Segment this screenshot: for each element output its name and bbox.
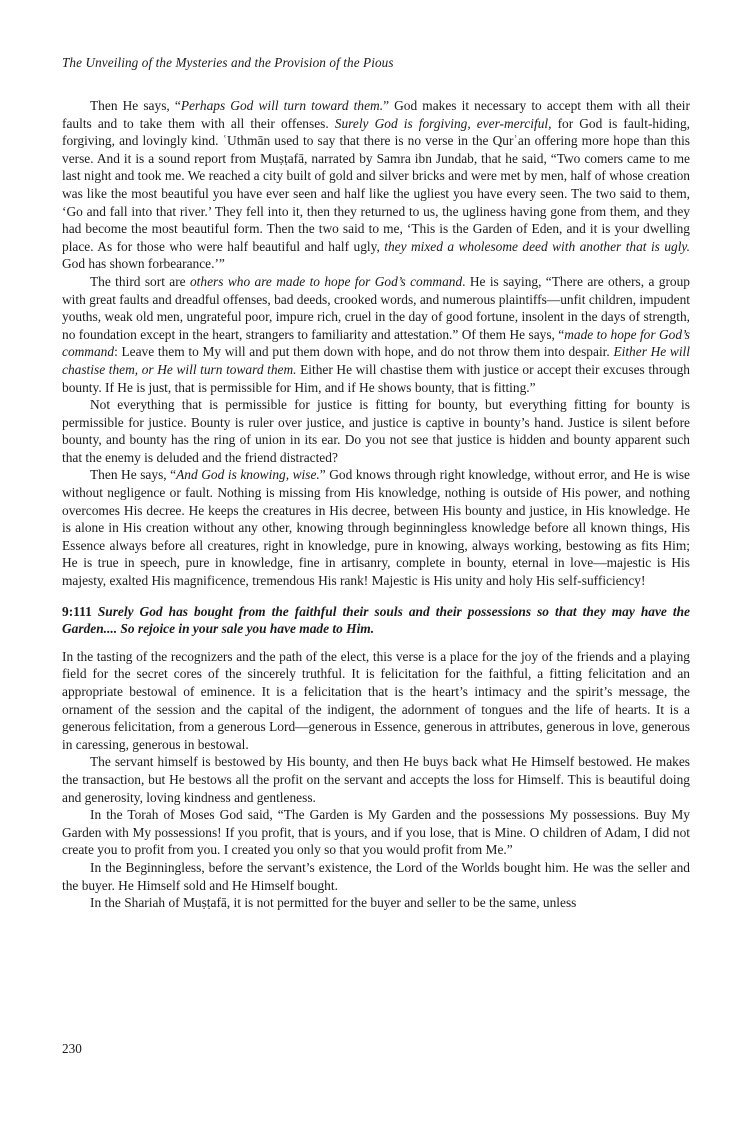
running-header: The Unveiling of the Mysteries and the Provision of the Pious	[62, 55, 394, 70]
text-segment: Either He will chastise them with justice or accept their excuses through bounty. If He is just, that is permissible for Him, and if He shows bounty, that is fitting.”	[62, 361, 690, 395]
body-paragraph	[62, 396, 690, 466]
text-segment: In the tasting of the recognizers and the path of the elect, this verse is a place for the joy of the friends and a playing field for the secret cores of the sincerely truthful. It is felicitation for the faithful, a fitting felicitation and an appropriate bestowal of eminence. It is a felicitation that is the heart’s intimacy and the spirit’s message, the ornament of the session and the capital of the indigent, the adornment of tongues and the life of hearts. It is a generous felicitation, from a generous Lord—generous in Essence, generous in attributes, generous in love, generous in caressing, generous in bestowal.	[62, 648, 690, 752]
body-paragraph	[62, 466, 690, 589]
text-segment: : Leave them to My will and put them down with hope, and do not throw them into despair.	[114, 344, 614, 360]
text-segment: In the Torah of Moses God said, “The Garden is My Garden and the possessions My possessions. Buy My Garden with My possessions! If you profit, that is yours, and if you lose, that is Mine. O children of Adam, I did not create you to profit from you. I created you only so that you would profit from Me.”	[62, 807, 690, 858]
page-number: 230	[62, 1041, 82, 1056]
verse-heading	[62, 603, 690, 638]
text-segment: others who are made to hope for God’s command	[189, 273, 463, 289]
text-segment: Perhaps God will turn toward them.	[180, 98, 384, 113]
text-segment: 9:111	[62, 603, 98, 619]
text-segment: God has shown forbearance.’”	[62, 256, 225, 272]
text-segment: The servant himself is bestowed by His bounty, and then He buys back what He Himself bestowed. He makes the transaction, but He bestows all the profit on the servant and accepts the loss for Himself. This is beautiful doing and generosity, loving kindness and gentleness.	[62, 754, 690, 805]
body-paragraph	[62, 894, 690, 912]
text-segment: And God is knowing, wise.	[176, 467, 320, 483]
text-segment: for God is fault-hiding, forgiving, and lovingly kind. ʿUthmān used to say that there is no verse in the Qurʾan offering more hope than this verse. And it is a sound report from Muṣṭafā, narrated by Samra ibn Jundab, that he said, “Two comers came to me last night and took me. We reached a city built of gold and silver bricks and were met by men, half of whose creation was like the most beautiful you have ever seen and half like the ugliest you have every seen. The two said to them, ‘Go and fall into that river.’ They fell into it, then they returned to us, the ugliness having gone from them, and they had become the most beautiful form. Then the two said to me, ‘This is the Garden of Eden, and it is your dwelling place. As for those who were half beautiful and half ugly,	[62, 115, 690, 254]
text-segment: made to hope for God’s command	[62, 326, 690, 360]
body-paragraph	[62, 806, 690, 859]
text-segment: they mixed a wholesome deed with another that is ugly.	[384, 238, 690, 254]
text-segment: Then He says, “	[90, 98, 181, 113]
body-paragraph	[62, 753, 690, 806]
text-segment: ” God knows through right knowledge, without error, and He is wise without negligence or fault. Nothing is missing from His knowledge, nothing is outside of His power, and nothing overcomes His decree. He keeps the creatures in His decree, between His bounty and justice, in His knowledge. He is alone in His creation without any other, knowing through beginningless knowledge before all known things, His Essence always before all creatures, right in knowledge, pure in knowing, always working, bestowing as fits Him; He is true in speech, pure in knowledge, fine in artisanry, complete in bounty, eternal in love—majestic is His majesty, exalted His magnificence, tremendous His rank! Majestic is His unity and holy His self-sufficiency!	[62, 467, 690, 589]
text-segment: Not everything that is permissible for justice is fitting for bounty, but everything fitting for bounty is permissible for justice. Bounty is ruler over justice, and justice is captive in bounty’s hand. Justice is silent before bounty, and bounty has the ring of union in its ear. Do you not see that justice is hidden and bounty apparent such that the enemy is deluded and the friend distracted?	[62, 397, 690, 465]
body-paragraph	[62, 273, 690, 396]
text-segment: In the Shariah of Muṣṭafā, it is not permitted for the buyer and seller to be the same, unless	[90, 895, 577, 911]
body-paragraph	[62, 648, 690, 754]
text-segment: Then He says, “	[90, 467, 177, 483]
text-segment: Either He will chastise them, or He will turn toward them.	[62, 344, 691, 377]
text-segment: Surely God has bought from the faithful their souls and their possessions so that they may have the Garden.... So rejoice in your sale you have made to Him.	[62, 603, 690, 637]
text-segment: The third sort are	[90, 273, 190, 289]
text-segment: . He is saying, “There are others, a group with great faults and dreadful offenses, bad deeds, crooked words, and numerous plaintiffs—unfit children, impudent youths, weak old men, ungrateful poor, impure rich, cruel in the day of good fortune, insolent in the days of strength, no foundation except in the heart, strangers to familiarity and attestation.” Of them He says, “	[62, 273, 690, 342]
body-paragraph	[62, 859, 690, 894]
text-segment: Surely God is forgiving, ever-merciful,	[334, 115, 552, 131]
text-segment: ” God makes it necessary to accept them with all their faults and to take them with all their offenses.	[62, 98, 690, 131]
body-content	[62, 97, 690, 912]
body-paragraph	[62, 97, 690, 273]
text-segment: In the Beginningless, before the servant’s existence, the Lord of the Worlds bought him. He was the seller and the buyer. He Himself sold and He Himself bought.	[62, 859, 690, 893]
